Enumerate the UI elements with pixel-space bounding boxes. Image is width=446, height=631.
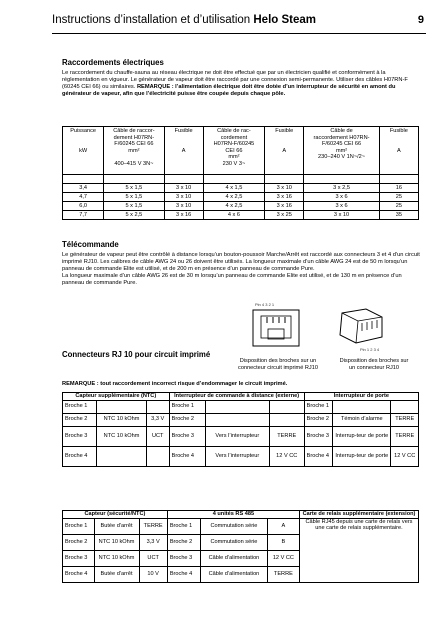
cell: 3 x 25 (265, 211, 304, 220)
cell: Interrup-teur de porte (333, 426, 391, 446)
cell: 5 x 1,5 (104, 193, 164, 202)
page-number: 9 (417, 14, 424, 26)
cell: UCT (146, 426, 169, 446)
header-line: Puissance (70, 128, 97, 134)
cell: 3 x 6 (304, 193, 379, 202)
cell: Câble d’alimentation (201, 566, 268, 582)
table-row (63, 184, 419, 193)
header-line: Fusible (275, 128, 294, 134)
cell: 25 (379, 202, 418, 211)
cell: Butée d’arrêt (94, 566, 139, 582)
cell: Broche 1 (63, 518, 95, 534)
cell: Commutation série (201, 518, 268, 534)
remote-paragraph-1: Le générateur de vapeur peut être contrôlé à distance lorsqu’un bouton-poussoir Marche/Arrêt est raccordé aux connecteurs 3 et 4 d’un circuit imprimé RJ10. Les calibres de câble AWG 24 ou 26 doivent être utilisés. La longueur maximale d’un câble AWG 24 est de 50 m lorsqu’un panneau de commande Elite est utilisé, et de 200 m en présence d’un panneau de commande Pure. (62, 252, 420, 273)
cell (146, 446, 169, 466)
table-row (63, 211, 419, 220)
table-row (63, 518, 419, 534)
cell (269, 400, 304, 413)
rj10-pcb-connector-icon (252, 309, 300, 347)
power-table-header (63, 127, 419, 175)
cell: 5 x 2,5 (104, 211, 164, 220)
header-line: mm² (128, 147, 140, 154)
cell: Broche 4 (169, 446, 205, 466)
page-header (52, 14, 424, 26)
cell: Interrup-teur de porte (333, 446, 391, 466)
header-line: Câble de (330, 128, 353, 134)
cell: 35 (379, 211, 418, 220)
table-row (63, 446, 419, 466)
table-header-row (63, 393, 419, 401)
column-header: 4 unités RS 485 (167, 511, 299, 519)
cell (146, 400, 169, 413)
header-brand: Helo Steam (253, 14, 317, 26)
cell: Vers l’interrupteur (205, 426, 269, 446)
header-line: F/60245 CEI 66 (114, 141, 154, 148)
cell (391, 400, 419, 413)
cell: Broche 4 (167, 566, 200, 582)
header-cell (304, 127, 379, 175)
caption-plug: Disposition des broches sur un connecteur RJ10 (339, 358, 409, 371)
caption-pcb-connector: Disposition des broches sur un connecteur circuit imprimé RJ10 (238, 358, 318, 371)
header-line: A (181, 147, 186, 154)
header-cell (265, 127, 304, 175)
cell: A (267, 518, 299, 534)
rj10-plug-icon (336, 307, 386, 345)
column-header: Capteur (sécurité/NTC) (63, 511, 168, 519)
header-line: Fusible (389, 128, 408, 134)
header-line: A (282, 147, 287, 154)
header-line: cordement (220, 134, 248, 141)
cell: 3 x 10 (304, 211, 379, 220)
remote-paragraph-2: La longueur maximale d’un câble AWG 26 est de 30 m lorsqu’un panneau de commande Elite est utilisé, et de 130 m en présence d’un panneau de commande Pure. (62, 273, 402, 287)
cell: 12 V CC (391, 446, 419, 466)
header-line: mm² (335, 147, 348, 154)
header-line: Fusible (174, 128, 193, 134)
header-line: A (397, 147, 401, 154)
cell: Témoin d’alarme (333, 413, 391, 426)
header-line: 400–415 V 3N~ (114, 160, 154, 167)
cell: 6,0 (63, 202, 104, 211)
cell: Broche 3 (169, 426, 205, 446)
header-title-prefix: Instructions d’installation et d’utilisation (52, 14, 251, 26)
cell: Broche 2 (63, 534, 95, 550)
cell: Broche 2 (169, 413, 205, 426)
cell: 4,7 (63, 193, 104, 202)
table-row (63, 202, 419, 211)
table-header-row (63, 511, 419, 519)
cell: Câble d’alimentation (201, 550, 268, 566)
cell: Broche 1 (167, 518, 200, 534)
header-line: dement H07RN- (113, 134, 155, 141)
relay-description: Câble RJ45 depuis une carte de relais vers une carte de relais supplémentaire. (300, 518, 419, 582)
column-header: Interrupteur de porte (304, 393, 418, 401)
pin-table-sensors (62, 392, 419, 467)
header-line: Câble de raccor- (113, 128, 155, 134)
header-line: kW (79, 147, 88, 154)
cell: 3 x 10 (164, 184, 203, 193)
electrical-body: Le raccordement du chauffe-sauna au réseau électrique ne doit être effectué que par un électricien qualifié et conformément à la réglementation en vigueur. Le générateur de vapeur doit être raccordé par une connexion semi-permanente. Utiliser des câbles H07RN-F (60245 CEI 66) ou similaires. (62, 70, 408, 91)
cell: Broche 1 (169, 400, 205, 413)
cell: Broche 1 (304, 400, 333, 413)
header-cell (63, 127, 104, 175)
pin-table-safety (62, 510, 419, 583)
cell: NTC 10 kOhm (97, 413, 147, 426)
header-cell (379, 127, 418, 175)
cell: 3 x 16 (265, 193, 304, 202)
cell: NTC 10 kOhm (94, 550, 139, 566)
cell (205, 413, 269, 426)
header-cell (104, 127, 164, 175)
cell: 10 V (139, 566, 167, 582)
header-line: H07RN-F/60245 (213, 141, 255, 148)
cell (205, 400, 269, 413)
cell: NTC 10 kOhm (94, 534, 139, 550)
rj10-remark: REMARQUE : tout raccordement incorrect risque d’endommager le circuit imprimé. (62, 381, 288, 387)
cell: Broche 4 (63, 566, 95, 582)
cell: Broche 2 (63, 413, 97, 426)
cell: 3 x 10 (164, 193, 203, 202)
cell: TERRE (139, 518, 167, 534)
cell: 4 x 2,5 (203, 202, 264, 211)
cell: 3,3 V (139, 534, 167, 550)
header-cell (203, 127, 264, 175)
cell: 5 x 1,5 (104, 202, 164, 211)
cell (333, 400, 391, 413)
cell (97, 446, 147, 466)
cell: TERRE (269, 426, 304, 446)
electrical-remark: REMARQUE : l’alimentation électrique doit être dotée d’un interrupteur de sécurité en amont du générateur de vapeur, afin que l’électricité puisse être coupée depuis chaque pôle. (62, 84, 396, 98)
cell: 3,3 V (146, 413, 169, 426)
cell: Broche 3 (63, 550, 95, 566)
table-row (63, 193, 419, 202)
header-cell (164, 127, 203, 175)
cell: 12 V CC (269, 446, 304, 466)
pin-label-pcb: Pin 4 3 2 1 (255, 302, 275, 307)
cell: Commutation série (201, 534, 268, 550)
header-line: Câble de rac- (217, 128, 251, 134)
cell: 25 (379, 193, 418, 202)
column-header: Interrupteur de commande à distance (externe) (169, 393, 304, 401)
header-line: F/60245 CEI 66 (321, 141, 362, 148)
cell: Broche 2 (167, 534, 200, 550)
header-line: 230–240 V 1N~/2~ (318, 154, 366, 161)
table-row (63, 400, 419, 413)
table-row (63, 426, 419, 446)
table-row (63, 413, 419, 426)
cell: UCT (139, 550, 167, 566)
power-table (62, 126, 419, 220)
cell: 5 x 1,5 (104, 184, 164, 193)
cell: Broche 2 (304, 413, 333, 426)
cell: 3 x 6 (304, 202, 379, 211)
cell (269, 413, 304, 426)
remote-text (62, 252, 420, 287)
cell: Broche 1 (63, 400, 97, 413)
cell: 3,4 (63, 184, 104, 193)
cell: B (267, 534, 299, 550)
cell: TERRE (391, 426, 419, 446)
header-line: mm² (228, 154, 240, 161)
cell: Broche 4 (63, 446, 97, 466)
cell: 3 x 10 (265, 184, 304, 193)
column-header: Capteur supplémentaire (NTC) (63, 393, 170, 401)
cell: Broche 3 (167, 550, 200, 566)
header-line: CEI 66 (225, 147, 243, 154)
section-title-electrical: Raccordements électriques (62, 58, 164, 67)
cell: TERRE (391, 413, 419, 426)
cell: Butée d’arrêt (94, 518, 139, 534)
cell: 16 (379, 184, 418, 193)
header-rule (52, 33, 426, 34)
section-title-remote: Télécommande (62, 240, 119, 249)
section-title-rj10: Connecteurs RJ 10 pour circuit imprimé (62, 350, 211, 359)
column-header: Carte de relais supplémentaire (extension) (300, 511, 419, 519)
electrical-text (62, 70, 420, 98)
cell: 3 x 2,5 (304, 184, 379, 193)
cell: Broche 3 (304, 426, 333, 446)
cell: 4 x 1,5 (203, 184, 264, 193)
cell: Broche 4 (304, 446, 333, 466)
cell: 7,7 (63, 211, 104, 220)
pin-label-plug: Pin 1 2 3 4 (360, 347, 380, 352)
cell: 4 x 6 (203, 211, 264, 220)
cell: TERRE (267, 566, 299, 582)
cell: NTC 10 kOhm (97, 426, 147, 446)
cell: 3 x 16 (265, 202, 304, 211)
cell: 12 V CC (267, 550, 299, 566)
cell: 3 x 10 (164, 202, 203, 211)
cell: Vers l’interrupteur (205, 446, 269, 466)
cell: Broche 3 (63, 426, 97, 446)
cell: 4 x 2,5 (203, 193, 264, 202)
cell (97, 400, 147, 413)
cell: 3 x 16 (164, 211, 203, 220)
header-title (52, 14, 316, 26)
header-line: 230 V 3~ (222, 160, 246, 167)
header-line: raccordement H07RN- (313, 134, 370, 141)
